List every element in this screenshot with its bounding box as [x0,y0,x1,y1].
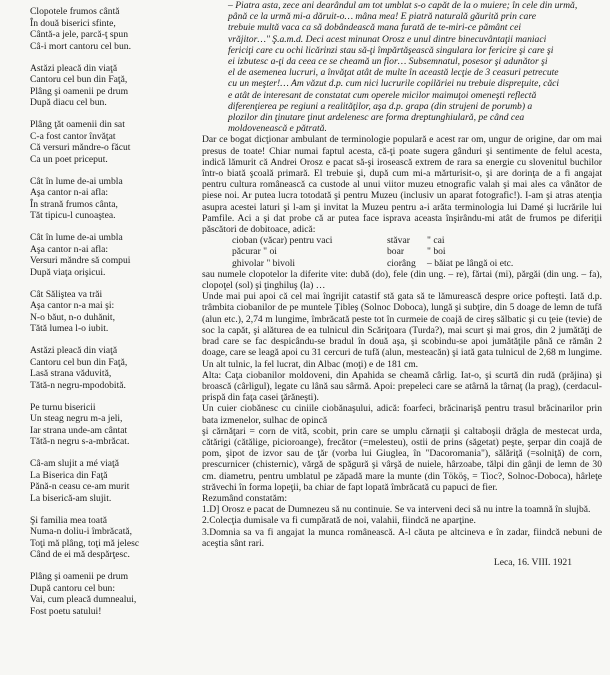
poem-line: După diacu cel bun. [30,97,107,108]
poem-line: Pe turnu bisericii [30,401,96,413]
poem-line: Numa-n doliu-i îmbrăcată, [30,526,133,537]
poem-line: Câ-i mort cantoru cel bun. [30,40,131,52]
table-row [202,235,602,246]
poem-stanza [30,402,210,448]
summary-heading: Rezumând constatăm: [202,492,287,504]
poem-line: Astăzi pleacă din viaţă [30,345,118,356]
summary-point: 2.Colecţia dumisale va fi cumpărată de noi, valahii, fiindcă ne aparţine. [202,515,476,527]
paragraph-6: şi cărnăţari = corn de vită, scobit, prin care se umplu cărnaţii şi caltaboşii drăgla de mestecat urda, cătărigi (cătălige, picioroange), frecător (=melesteu), ostii de prins (săgetat) peşte, şerpar din coajă de pom, şipot de izvor sau de ţăr (vorba lui Giuglea, în "Dacoromania"), sălăriţă (=solniţă) de corn, prescurnicer (chisternic), vărgă de spăgură şi vârşă de nuiele, hârzoabe, tălpi din gânji de lemn de 30 cm. diametru, pentru umblatul pe zăpadă mare la munte (din Tököş, = Tioc?, Solnoc-Doboca), hârleţe străvechi în forma lopeţii, ba chiar de fapt lopată îmbrăcată cu papuci de fier. [202,425,602,493]
italic-line: vrăjitor…" Ş.a.m.d. Deci acest minunat Orosz e unul dintre binecuvântaţii maniaci [228,33,547,45]
summary-point: 3.Domnia sa va fi angajat la munca românească. A-l căuta pe altcineva e în zadar, fiindcă nebuni de aceştia sânt rari. [202,526,602,549]
table-cell: " cai [427,235,445,247]
poem-line: Cât în lume de-ai umbla [30,175,123,187]
poem-stanza [30,232,210,278]
table-cell: " boi [427,246,446,258]
poem-line: N-o băut, n-o duhănit, [30,311,115,323]
summary-points [202,504,602,549]
poem-stanza [30,515,210,561]
paragraph-1: Dar ce bogat dicţionar ambulant de terminologie populară e acest rar om, ungur de origine, dar om mai presus de toate! Chiar numai faptul acesta, că-ţi poate sugera gânduri şi sentimente de felul acesta, indică lămurit că Andrei Orosz e pacat să-şi irosească extrem de rara sa energie cu slovenitul buchilor într-o biată şcoală primară. El trebuie şi, după cum mi-a mărturisit-o, şi are dorinţa de a fi angajat pentru cultura românească ca custode al unui viitor muzeu etnografic valah şi mai ales ca vânător de piese noi. Ar putea lucra totodată şi pentru Muzeu (inclusiv un aparat fotografic!). I-am şi atras atenţia asupra acestei laturi şi l-am şi invitat la Muzeu pentru a-i arăta terminologia lui Damé şi lucrările lui Pamfile. Aci a şi dat probe că ar putea face isprava aceasta înşirându-mi atât de frumos pe diferiţii păscători de dobitoace, adică: [202,134,602,236]
poem-line: Tătă-n negru-mpodobită. [30,379,126,391]
poem-line: Ca un poet priceput. [30,153,108,165]
poem-line: Plâng ţăt oamenii din sat [30,119,125,130]
poem-stanza [30,345,210,391]
poem-line: Cântă-a jele, parcă-ţ spun [30,29,129,40]
poem-line: Toţi mă plâng, toţi mă jelesc [30,537,140,549]
italic-quote [228,0,602,134]
poem-line: Că versuri măndre-o făcut [30,142,131,153]
italic-line: diferenţierea pe regiuni a realităţilor, aşa d.p. grapa (din strujeni de porumb) a [228,100,533,112]
poem-stanza [30,176,210,222]
summary-point: 1.D] Orosz e pacat de Dumnezeu să nu continuie. Se va interveni deci să nu intre la toamnă în slujbă. [202,504,591,516]
italic-line: – Piatra asta, zece ani dearândul am tot umblat s-o capăt de la o muiere; în cele din urmă, [228,0,578,11]
paragraph-2: sau numele clopotelor la diferite vite: dubă (do), fele (din ung. – re), fărtai (mi), părgăi (din ung. – fa), clopoţel (sol) şi ţinghiluş (la) … [202,268,602,292]
italic-line: e atât de interesant de constatat cum operele micilor maimuţoi omeneşti reflectă [228,89,537,101]
table-row [202,246,602,257]
poem-stanza [30,6,210,52]
table-cell: păcurar " oi [232,246,277,258]
poem-line: Clopotele frumos cântă [30,6,120,17]
poem-line: Plâng şi oamenii pe drum [30,571,129,582]
poem-line: Şi familia mea toată [30,514,107,526]
poem-column [30,6,210,628]
signature: Leca, 16. VIII. 1921 [493,556,572,568]
poem-line: Pănă-n ceasu ce-am murit [30,481,130,492]
poem-line: La Biserica din Faţă [30,469,108,481]
table-cell: – băiat pe lângă oi etc. [427,257,514,269]
table-cell: stăvar [387,235,410,247]
italic-line: trebuie multă vaca ca să dobândească mana furată de te-miri-ce pământ cei [228,22,521,34]
table-cell: ghivolar " bivoli [232,257,296,269]
table-row [202,258,602,269]
poem-line: C-a fost cantor învăţat [30,130,116,142]
poem-stanza [30,571,210,617]
poem-line: Lasă strana văduvită, [30,368,112,379]
poem-line: În strană frumos cânta, [30,198,118,210]
poem-line: Aşa cantor n-ai afla: [30,187,109,198]
poem-line: După viaţa orişicui. [30,266,106,278]
italic-line: fericiţi care cu ochi licărinzi stau să-ţi împărtăşească singulara lor fericire şi care şi [228,44,554,56]
poem-line: Versuri măndre să compui [30,255,131,266]
poem-line: Fost poetu satului! [30,605,102,617]
italic-line: moldovenească e pătrată. [228,123,327,135]
italic-line: plozilor din ţinutare ţinut ardelenesc are forma dreptunghiulară, pe când cea [228,112,525,124]
poem-line: Când de ei mă despărţesc. [30,549,130,560]
poem-line: La biserică-am slujit. [30,492,112,504]
poem-line: Aşa cantor n-a mai şi: [30,300,115,311]
table-cell: boar [387,246,405,258]
poem-line: În două biserici sfinte, [30,17,116,29]
paragraph-3: Unde mai pui apoi că cel mai îngrijit catastif stă gata să te lămurească despre orice pofteşti. Iată d.p. trâmbita ciobanilor de pe muntele Ţibleş (Solnoc Doboca), lungă şi subţire, din 5 doage de lemn de tufă (alun etc.), 2,74 m lungime, îmbrăcată peste tot în curmeie de coajă de cireş sălbatic şi cu ţeie (tevie) de soc la capăt, şi alăturea de ea tulnicul din Scăriţoara (Turda?), mai scurt şi mai gros, din 2 jumătăţi de brad care se fac despicându-se bradul în două aşa, şi scobindu-se apoi jumătăţile până ce rămân 2 doage, care se leagă apoi cu 31 cercuri de tufă (alun, mesteacăn) şi iată gata tulnicul de 2,68 m lungime. Un alt tulnic, la fel lucrat, din Albac (moţi) e de 181 cm. [202,291,602,370]
poem-line: Tătă lumea l-o iubit. [30,323,109,334]
poem-line: Tăt tipicu-l cunoaştea. [30,210,116,221]
poem-stanza [30,119,210,165]
poem-line: Astăzi pleacă din viaţă [30,62,118,74]
poem-line: Cât Săliştea va trăi [30,288,103,300]
poem-line: Cantoru cel bun din Faţă, [30,356,128,368]
italic-line: până ce la urmă mi-a dăruit-o… mâna mea! E piatră naturală găurită prin care [228,11,536,23]
poem-line: Aşa cantor n-ai afla: [30,243,109,255]
poem-stanza [30,289,210,335]
prose-column [202,0,602,568]
paragraph-5: Un cuier ciobănesc cu ciniile ciobănaşului, adică: foarfeci, brăcinarişă pentru trasul brăcinarilor prin bata izmenelor, sulhac de opincă [202,403,602,426]
poem-line: Cantoru cel bun din Faţă, [30,74,128,85]
poem-line: Tătă-n negru s-a-mbrăcat. [30,436,130,447]
italic-line: ei izbutesc a-ţi da ceea ce se cheamă un fior… Subsemnatul, posesor şi adunător şi [228,56,548,68]
poem-line: Iar strana unde-am cântat [30,424,128,436]
poem-line: Vai, cum pleacă dumnealui, [30,594,137,605]
poem-stanza [30,458,210,504]
poem-line: Câ-am slujit a mé viaţă [30,458,119,469]
table-cell: ciorâng [387,257,416,269]
poem-line: Plâng şi oamenii pe drum [30,85,129,97]
poem-line: După cantoru cel bun: [30,582,115,594]
italic-line: cu un meşter!… Am văzut d.p. cum nici lucrurile copilăriei nu trebuie dispreţuite, căci [228,78,560,90]
poem-stanza [30,63,210,109]
paragraph-4: Alta: Caţa ciobanilor moldoveni, din Apahida se cheamă cârlig. Iat-o, şi scurtă din rudă (prăjina) şi broască (cârligul), legate cu lână sau sârmă. Apoi: prepeleci care se atârnă la târnaţ (la prag), (cerdacul-prispă din faţa casei ţărăneşti). [202,369,602,404]
poem-line: Cât în lume de-ai umbla [30,232,123,243]
table-cell: cioban (văcar) pentru vaci [232,235,333,247]
italic-line: el de asemenea lucruri, a învăţat atât de multe în această lecţie de 3 ceasuri petrecute [228,67,559,79]
poem-line: Un steag negru m-a jeli, [30,413,123,424]
herders-table [202,235,602,269]
